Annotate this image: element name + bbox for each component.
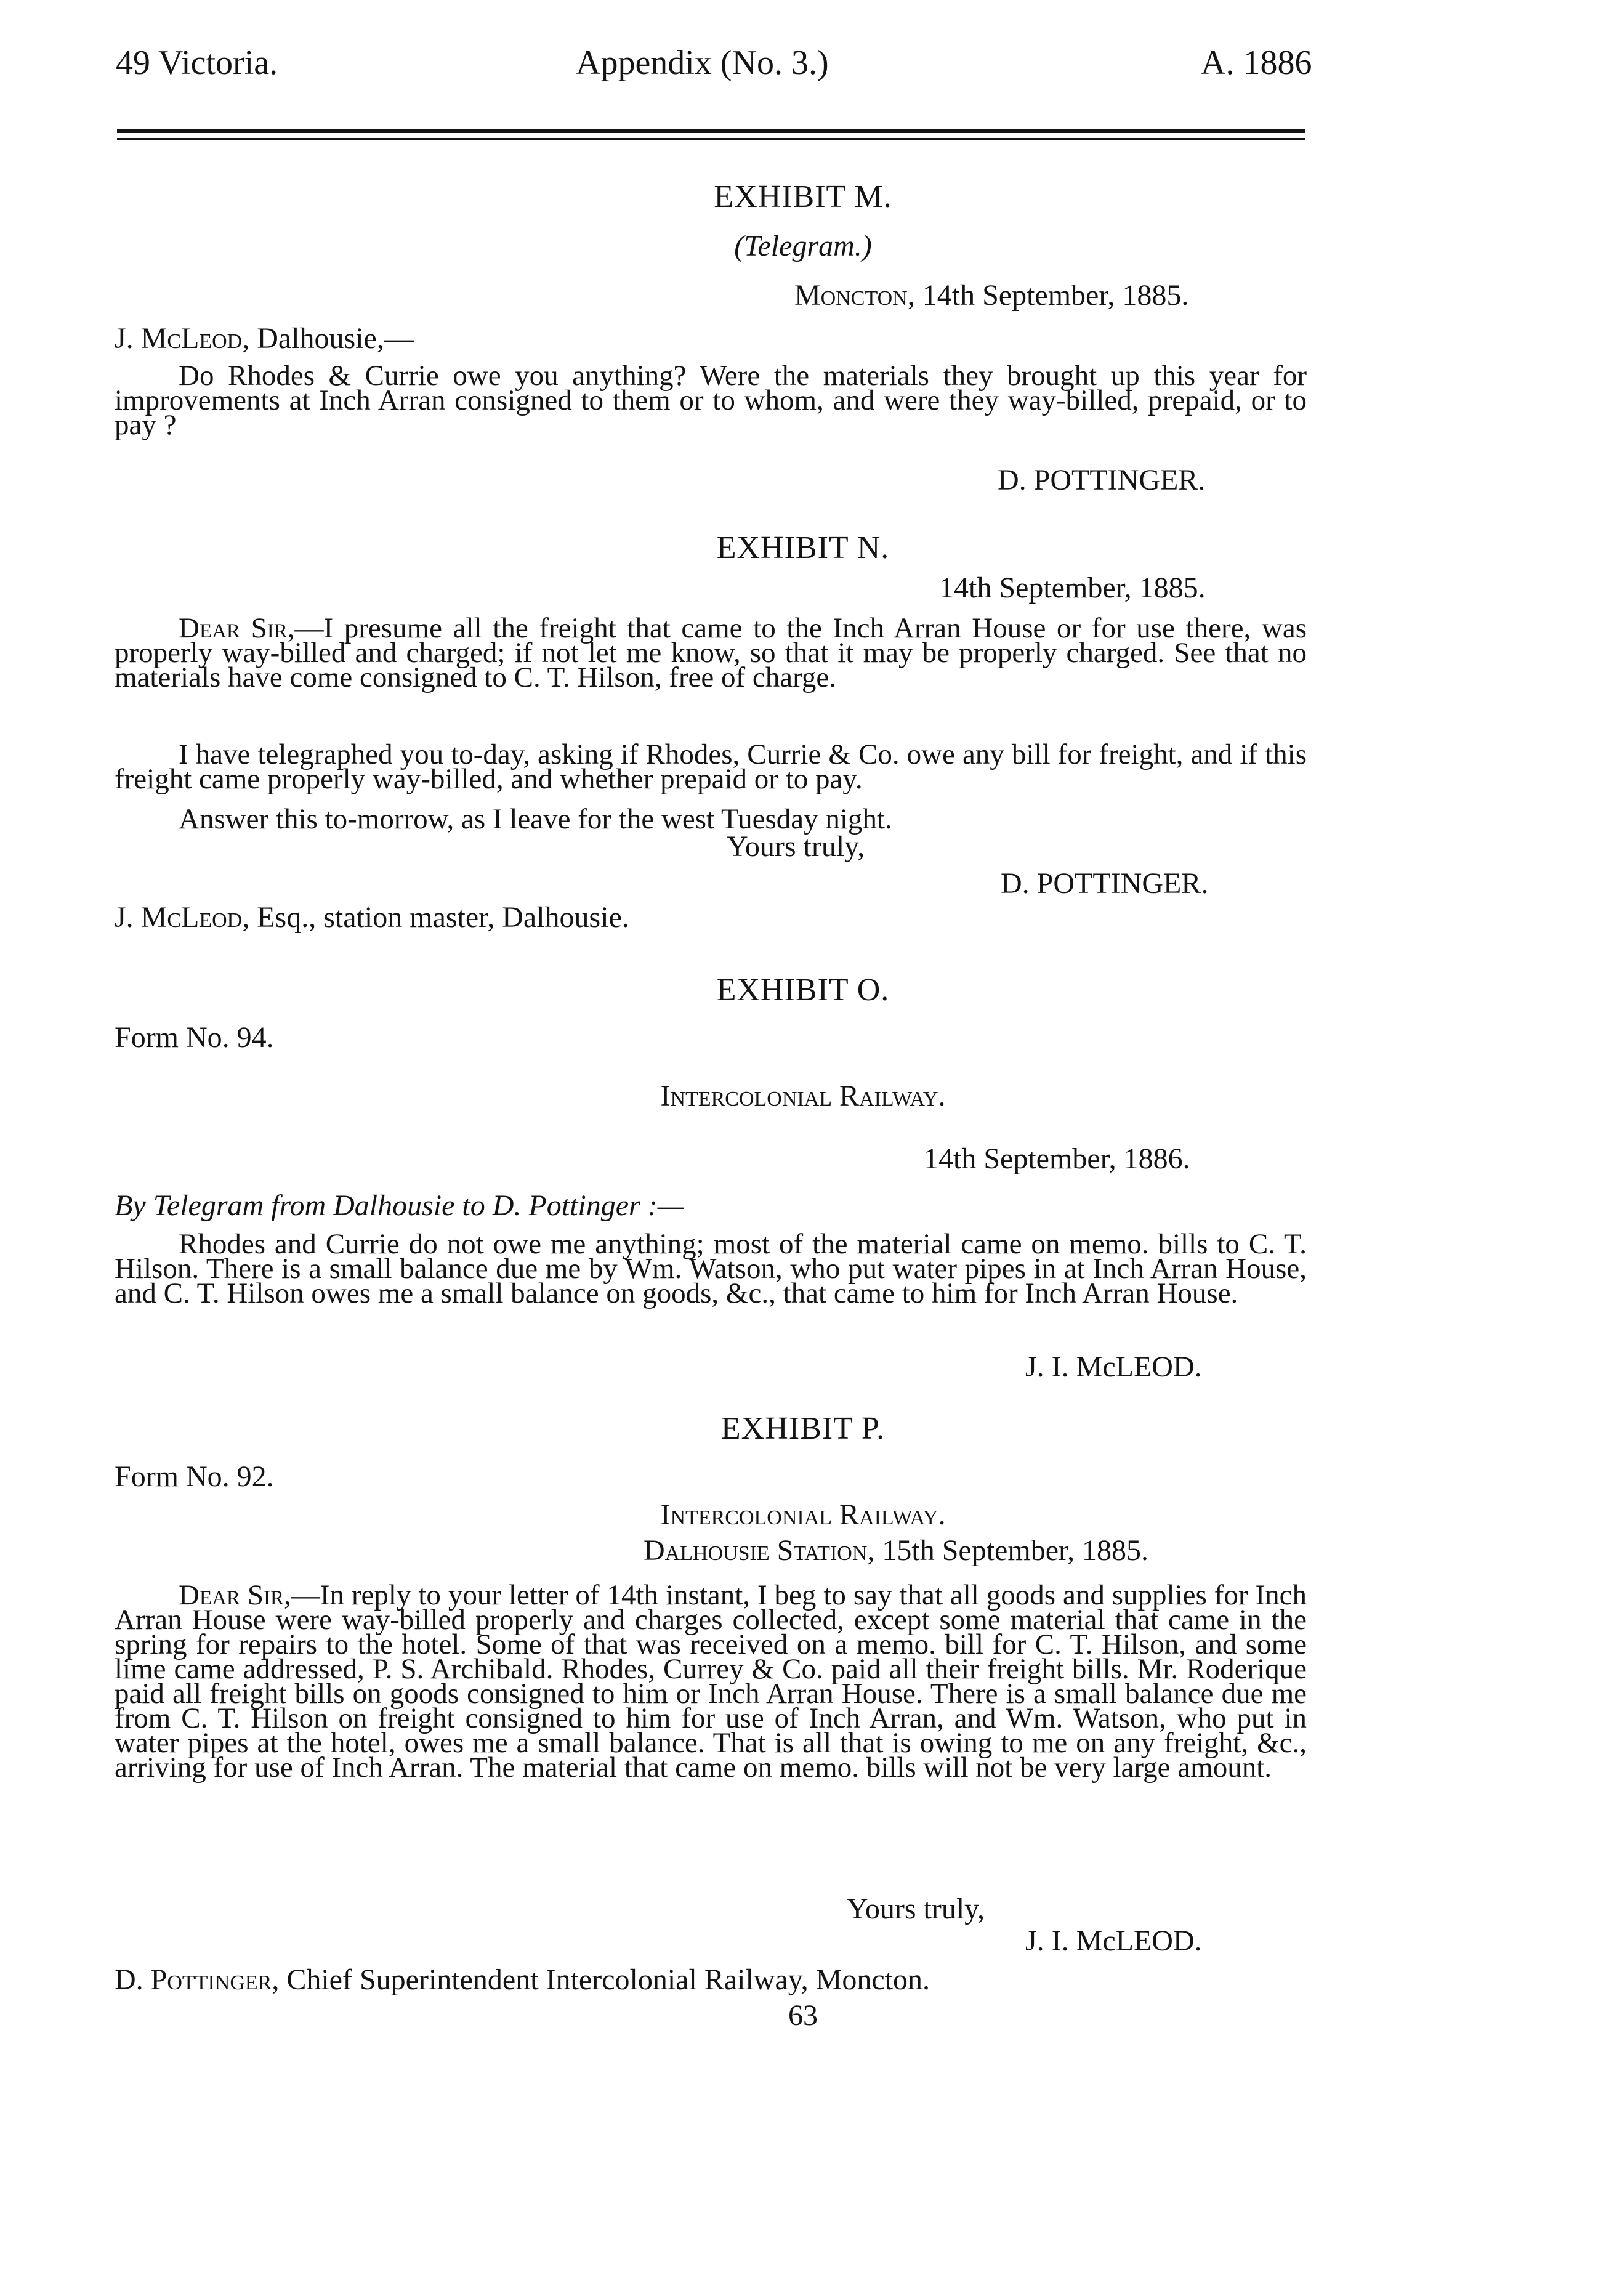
exhibit-p-signature: J. I. McLEOD. (1025, 1925, 1202, 1957)
exhibit-o-org: Intercolonial Railway. (660, 1080, 946, 1112)
exhibit-n-para1 (115, 612, 1307, 693)
exhibit-p-body-text: ,—In reply to your letter of 14th instant, I beg to say that all goods and supplies for Inch Arran House were way-billed properly and charges collected, except some material that came in the spring for repairs to the hotel. Some of that was received on a memo. bill for C. T. Hilson, and some lime came addressed, P. S. Archibald. Rhodes, Currey & Co. paid all their freight bills. Mr. Roderique paid all freight bills on goods consigned to him or Inch Arran House. There is a small balance due me from C. T. Hilson on freight consigned to him for use of Inch Arran, and Wm. Watson, who put in water pipes at the hotel, owes me a small balance. That is all that is owing to me on any freight, &c., arriving for use of Inch Arran. The material that came on memo. bills will not be very large amount. (115, 1579, 1307, 1784)
exhibit-n-para2: I have telegraphed you to-day, asking if Rhodes, Currie & Co. owe any bill for freight, and if this freight came properly way-billed, and whether prepaid or to pay. (115, 738, 1307, 795)
exhibit-m-signature: D. POTTINGER. (998, 464, 1206, 496)
exhibit-p-recipient (115, 1963, 930, 1996)
exhibit-m-body: Do Rhodes & Currie owe you anything? Were the materials they brought up this year for improvements at Inch Arran consigned to them or to whom, and were they way-billed, prepaid, or to pay ? (115, 360, 1307, 441)
exhibit-o-signature: J. I. McLEOD. (1025, 1351, 1202, 1383)
page-number: 63 (788, 1999, 818, 2032)
exhibit-o-intro: By Telegram from Dalhousie to D. Pottinger :— (115, 1189, 684, 1222)
exhibit-p-closing: Yours truly, (847, 1893, 985, 1925)
exhibit-n-date: 14th September, 1885. (939, 572, 1206, 604)
exhibit-p-date: , 15th September, 1885. (867, 1534, 1149, 1567)
exhibit-m-addressee (115, 322, 414, 355)
exhibit-o-date: 14th September, 1886. (924, 1142, 1190, 1175)
exhibit-p-org: Intercolonial Railway. (660, 1498, 946, 1531)
exhibit-p-dateline (644, 1534, 1149, 1567)
exhibit-n-salutation: Dear Sir (179, 612, 288, 644)
exhibit-p-recipient-rest: , Chief Superintendent Intercolonial Railway, Moncton. (272, 1963, 930, 1996)
exhibit-p-form: Form No. 92. (115, 1460, 274, 1493)
header-left: 49 Victoria. (116, 44, 278, 82)
exhibit-n-recipient-rest: , Esq., station master, Dalhousie. (242, 901, 629, 934)
header-center: Appendix (No. 3.) (576, 44, 829, 82)
exhibit-m-title: EXHIBIT M. (714, 179, 892, 214)
exhibit-n-recipient-name: J. McLeod (115, 901, 243, 934)
exhibit-m-date: , 14th September, 1885. (907, 279, 1189, 312)
exhibit-p-body (115, 1579, 1307, 1784)
exhibit-p-salutation: Dear Sir (179, 1579, 284, 1611)
exhibit-n-signature: D. POTTINGER. (1001, 867, 1209, 900)
exhibit-n-title: EXHIBIT N. (716, 530, 890, 565)
header-rule-thin (117, 138, 1305, 140)
exhibit-m-addressee-name: J. McLeod (115, 322, 243, 355)
exhibit-n-para1-text: ,—I presume all the freight that came to the Inch Arran House or for use there, was properly way-billed and charged; if not let me know, so that it may be properly charged. See that no materials have come consigned to C. T. Hilson, free of charge. (115, 612, 1307, 693)
exhibit-n-closing: Yours truly, (727, 830, 865, 863)
exhibit-p-place: Dalhousie Station (644, 1534, 868, 1567)
exhibit-n-para3: Answer this to-morrow, as I leave for the west Tuesday night. (179, 803, 892, 835)
exhibit-p-title: EXHIBIT P. (720, 1411, 886, 1446)
exhibit-p-recipient-name: D. Pottinger (115, 1963, 272, 1996)
exhibit-o-body: Rhodes and Currie do not owe me anything; most of the material came on memo. bills to C. T. Hilson. There is a small balance due me by Wm. Watson, who put water pipes in at Inch Arran House, and C. T. Hilson owes me a small balance on goods, &c., that came to him for Inch Arran House. (115, 1228, 1307, 1309)
header-rule-thick (117, 129, 1305, 133)
header-right: A. 1886 (1201, 44, 1312, 82)
exhibit-m-subtitle: (Telegram.) (734, 230, 872, 262)
exhibit-n-recipient (115, 901, 629, 934)
exhibit-m-place: Moncton (794, 279, 908, 312)
exhibit-m-addressee-rest: , Dalhousie,— (242, 322, 414, 355)
exhibit-o-title: EXHIBIT O. (716, 972, 890, 1008)
exhibit-o-form: Form No. 94. (115, 1021, 274, 1054)
exhibit-m-dateline (794, 279, 1189, 312)
